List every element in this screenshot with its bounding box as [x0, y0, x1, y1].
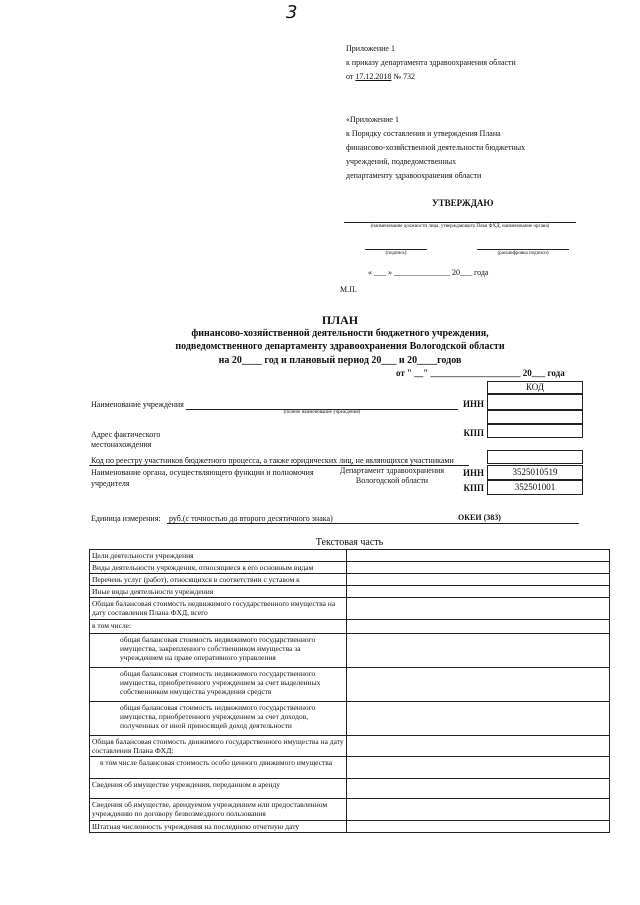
row-value[interactable] — [347, 574, 610, 586]
decoding-line — [477, 249, 569, 250]
authority-inn-label: ИНН — [462, 468, 484, 478]
appendix-number: № 732 — [393, 72, 416, 81]
plan-subtitle-2: подведомственного департаменту здравоохранения Вологодской области — [175, 341, 505, 352]
registry-code-cell — [487, 450, 583, 464]
row-value[interactable] — [347, 736, 610, 757]
approval-heading: УТВЕРЖДАЮ — [432, 198, 494, 208]
table-row — [90, 779, 610, 799]
table-row — [90, 574, 610, 586]
registry-label: Код по реестру участников бюджетного процесса, а также юридических лиц, не являющихся участниками — [91, 456, 454, 465]
authority-value-2: Вологодской области — [355, 476, 429, 485]
row-label: Иные виды деятельности учреждения — [90, 586, 347, 598]
inn-label: ИНН — [462, 399, 484, 409]
row-label: Общая балансовая стоимость недвижимого государственного имущества на дату составления Плана ФХД, всего — [90, 598, 347, 620]
appendix-date-line — [346, 72, 415, 81]
row-value[interactable] — [347, 562, 610, 574]
row-label: в том числе балансовая стоимость особо ценного движимого имущества — [90, 757, 347, 779]
authority-kpp-cell: 352501001 — [487, 480, 583, 495]
row-label: Перечень услуг (работ), относящихся в соответствии с уставом к — [90, 574, 347, 586]
appendix2-line2: к Порядку составления и утверждения Плана — [346, 129, 501, 138]
authority-label-2: учредителя — [91, 479, 130, 488]
authority-inn-cell: 3525010519 — [487, 465, 583, 480]
table-row — [90, 598, 610, 620]
row-value[interactable] — [347, 598, 610, 620]
code-header: КОД — [487, 381, 583, 394]
table-row — [90, 562, 610, 574]
unit-value: руб.(с точностью до второго десятичного знака) — [169, 514, 333, 523]
row-label: в том числе: — [90, 620, 347, 634]
text-part-table — [89, 549, 610, 833]
row-label: Общая балансовая стоимость движимого государственного имущества на дату составления Плана ФХД: — [90, 736, 347, 757]
row-label: общая балансовая стоимость недвижимого государственного имущества, закрепленного собственником имущества за учреждением на праве оперативного управления — [90, 634, 347, 668]
appendix2-line5: департаменту здравоохранения области — [346, 171, 482, 180]
row-label: общая балансовая стоимость недвижимого государственного имущества, приобретенного учреждением за счет доходов, полученных от иной приносящей доход деятельности — [90, 702, 347, 736]
kpp-label: КПП — [463, 428, 484, 438]
appendix-date-prefix: от — [346, 72, 354, 81]
table-row — [90, 702, 610, 736]
table-row — [90, 668, 610, 702]
inn-code-cell — [487, 394, 583, 410]
row-label: Цели деятельности учреждения — [90, 550, 347, 562]
row-value[interactable] — [347, 821, 610, 833]
row-value[interactable] — [347, 586, 610, 598]
table-row — [90, 799, 610, 821]
table-row — [90, 550, 610, 562]
row-label: Штатная численность учреждения на последнюю отчетную дату — [90, 821, 347, 833]
authority-label-1: Наименование органа, осуществляющего функции и полномочия — [91, 468, 314, 477]
kpp-code-cell — [487, 424, 583, 438]
position-caption: (наименование должности лица, утверждающего План ФХД, наименование органа) — [370, 224, 550, 229]
table-row — [90, 634, 610, 668]
row-value[interactable] — [347, 757, 610, 779]
address-label-2: местонахождения — [91, 440, 152, 449]
unit-label: Единица измерения: — [91, 514, 161, 523]
text-part-heading: Текстовая часть — [315, 537, 384, 548]
row-value[interactable] — [347, 779, 610, 799]
authority-value-1: Департамент здравоохранения — [339, 466, 445, 475]
authority-kpp-label: КПП — [463, 483, 484, 493]
plan-period: на 20____ год и плановый период 20___ и 20____годов — [218, 355, 462, 366]
plan-subtitle-1: финансово-хозяйственной деятельности бюджетного учреждения, — [191, 328, 489, 339]
row-label: Сведения об имуществе, арендуемом учреждением или предоставленном учреждению по договору безвозмездного пользования — [90, 799, 347, 821]
plan-date: от " __" ____________________ 20___ года — [396, 368, 565, 378]
table-row — [90, 586, 610, 598]
plan-title: ПЛАН — [321, 313, 359, 327]
appendix-date: 17.12.2018 — [355, 72, 392, 81]
appendix-order-line: к приказу департамента здравоохранения области — [346, 58, 516, 67]
row-value[interactable] — [347, 799, 610, 821]
row-label: Виды деятельности учреждения, относящиеся к его основным видам — [90, 562, 347, 574]
row-label: общая балансовая стоимость недвижимого государственного имущества, приобретенного учреждением за счет выделенных собственником имущества учреждения средств — [90, 668, 347, 702]
position-line — [344, 222, 576, 223]
table-row — [90, 736, 610, 757]
page-number: 3 — [286, 2, 298, 23]
row-value[interactable] — [347, 634, 610, 668]
appendix2-line4: учреждений, подведомственных — [346, 157, 457, 166]
row-value[interactable] — [347, 702, 610, 736]
row-value[interactable] — [347, 550, 610, 562]
decoding-caption: (расшифровка подписи) — [497, 251, 549, 256]
appendix2-title: «Приложение 1 — [346, 115, 399, 124]
signature-line — [365, 249, 427, 250]
row-label: Сведения об имуществе учреждения, переданном в аренду — [90, 779, 347, 799]
appendix-title: Приложение 1 — [346, 44, 395, 53]
address-label-1: Адрес фактического — [91, 430, 161, 439]
okei-label: ОКЕИ (383) — [458, 513, 501, 522]
row-value[interactable] — [347, 668, 610, 702]
table-row — [90, 620, 610, 634]
signature-caption: (подпись) — [385, 251, 407, 256]
appendix2-line3: финансово-хозяйственной деятельности бюджетных — [346, 143, 526, 152]
row-value[interactable] — [347, 620, 610, 634]
table-row — [90, 757, 610, 779]
institution-name-label: Наименование учреждения — [91, 400, 184, 409]
approval-date: « ___ » ______________ 20___ года — [368, 268, 489, 277]
institution-caption: (полное наименование учреждения) — [283, 410, 361, 415]
table-row — [90, 821, 610, 833]
stamp-place: М.П. — [340, 285, 357, 294]
code-cell-2 — [487, 410, 583, 424]
unit-line — [167, 523, 579, 524]
